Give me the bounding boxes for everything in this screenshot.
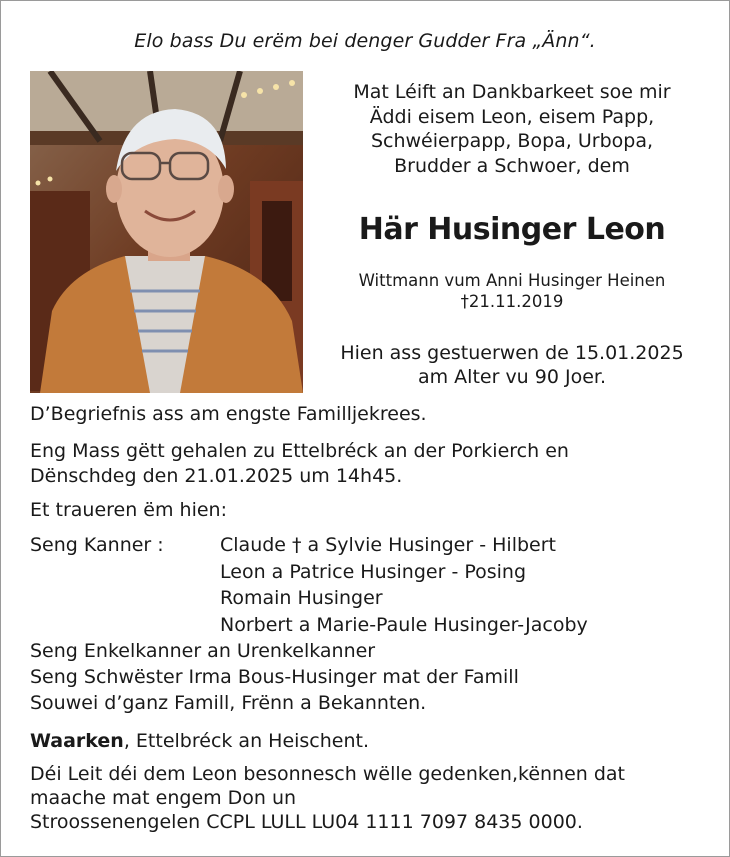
intro-line: Mat Léift an Dankbarkeet soe mir xyxy=(353,81,671,103)
intro-line: Brudder a Schwoer, dem xyxy=(394,154,630,177)
deceased-name: Här Husinger Leon xyxy=(358,212,666,247)
children-list xyxy=(220,532,588,638)
portrait-illustration xyxy=(30,71,303,393)
death-info xyxy=(318,341,706,389)
family-line: Seng Schwëster Irma Bous-Husinger mat der Famill xyxy=(30,666,519,688)
death-line: am Alter vu 90 Joer. xyxy=(417,366,607,388)
widower-line: Wittmann vum Anni Husinger Heinen xyxy=(358,271,666,290)
intro-line: Schwéierpapp, Bopa, Urbopa, xyxy=(370,130,654,152)
family-list xyxy=(30,638,720,716)
location-line xyxy=(30,729,720,754)
portrait-photo xyxy=(30,71,303,393)
widower-line: †21.11.2019 xyxy=(460,292,564,311)
child-entry: Leon a Patrice Husinger - Posing xyxy=(220,560,527,583)
donation-line: maache mat engem Don un xyxy=(30,787,297,809)
funeral-note: D’Begriefnis ass am engste Familljekrees. xyxy=(30,403,427,425)
intro-line: Äddi eisem Leon, eisem Papp, xyxy=(369,105,655,128)
mass-info xyxy=(30,439,720,489)
child-entry: Claude † a Sylvie Husinger - Hilbert xyxy=(220,534,556,556)
child-entry: Romain Husinger xyxy=(220,587,383,609)
family-line: Souwei d’ganz Famill, Frënn a Bekannten. xyxy=(30,692,427,714)
mass-line: Dënschdeg den 21.01.2025 um 14h45. xyxy=(30,465,403,487)
donation-info xyxy=(30,762,720,834)
mass-line: Eng Mass gëtt gehalen zu Ettelbréck an der Porkierch en xyxy=(30,440,569,462)
children-label: Seng Kanner : xyxy=(30,534,164,556)
donation-line: Déi Leit déi dem Leon besonnesch wëlle gedenken,kënnen dat xyxy=(30,763,626,785)
donation-line: Stroossenengelen CCPL LULL LU04 1111 7097 8435 0000. xyxy=(30,811,583,833)
location-rest: , Ettelbréck an Heischent. xyxy=(123,730,370,752)
location-bold: Waarken xyxy=(30,730,124,752)
death-line: Hien ass gestuerwen de 15.01.2025 xyxy=(340,342,684,364)
family-line: Seng Enkelkanner an Urenkelkanner xyxy=(30,640,376,662)
child-entry: Norbert a Marie-Paule Husinger-Jacoby xyxy=(220,613,588,636)
mourners-intro: Et traueren ëm hien: xyxy=(30,499,227,521)
widower-info xyxy=(318,270,706,312)
motto: Elo bass Du erëm bei denger Gudder Fra „Änn“. xyxy=(134,30,596,52)
intro-text xyxy=(318,80,706,178)
